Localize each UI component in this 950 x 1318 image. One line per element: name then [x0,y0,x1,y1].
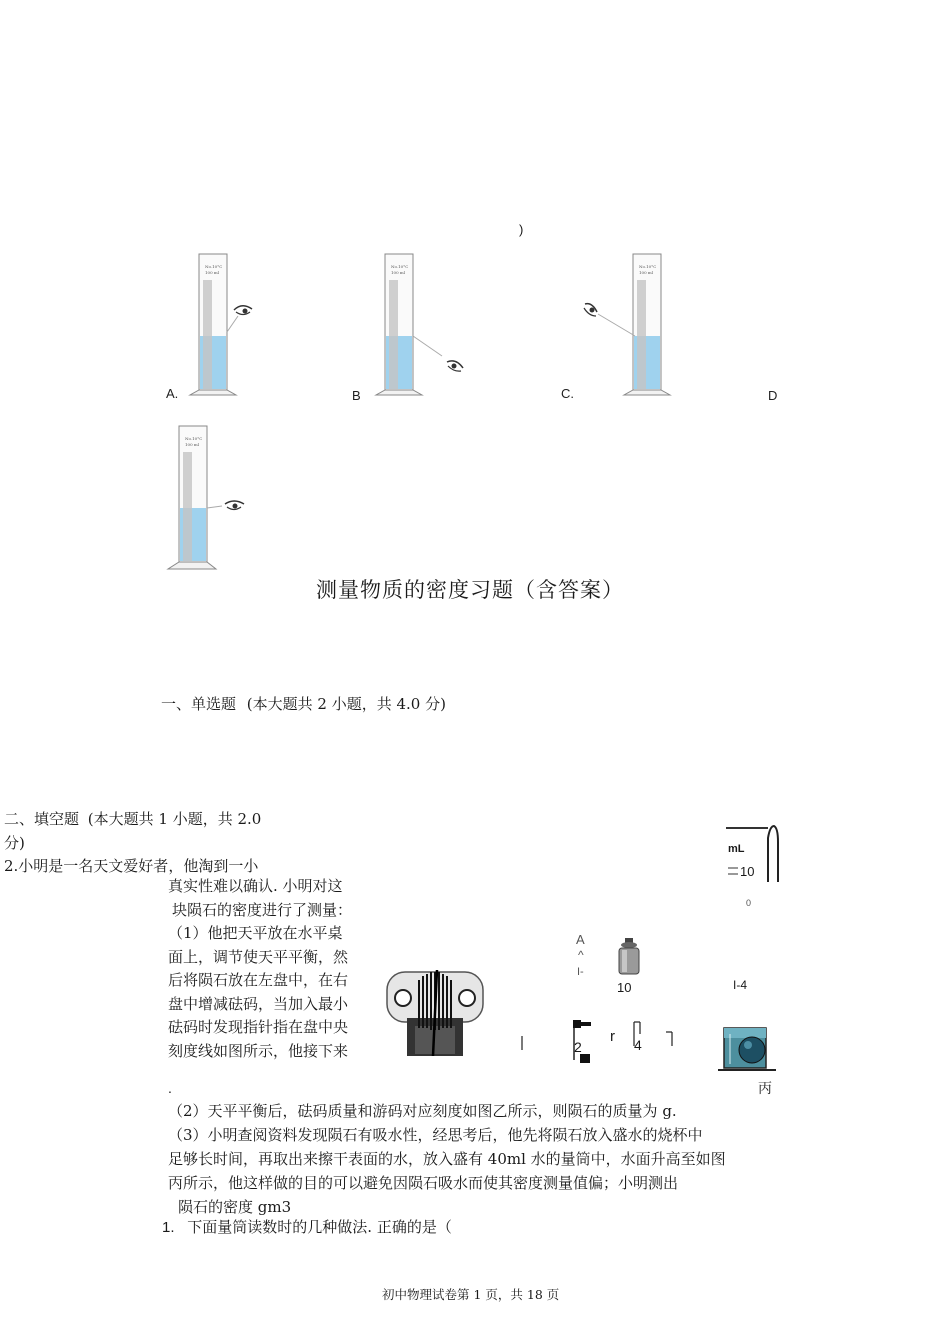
option-d-label: D [768,388,778,403]
svg-text:No.10°C: No.10°C [391,264,409,269]
figure-label-caret: ^ [578,948,584,962]
figure-caption-bing: 丙 [758,1081,772,1097]
cylinder-figure-b [372,250,442,400]
section1-header [161,693,446,714]
question2-line: 刻度线如图所示，他接下来 [168,1041,349,1060]
stray-mark: ) [519,222,524,237]
question1-number: 1. [162,1219,175,1236]
question2-part3-line2: 足够长时间，再取出来擦干表面的水，放入盛有 40ml 水的量筒中，水面升高至如图 [168,1150,726,1168]
svg-text:100 ml: 100 ml [205,270,219,275]
eye-icon [444,356,466,376]
rider-mark-r: r [610,1028,615,1045]
rider-mark-2: 2 [574,1039,582,1055]
eye-icon [580,298,640,338]
page-footer: 初中物理试卷第 1 页，共 18 页 [382,1287,560,1302]
balance-pointer-figure [385,968,485,1060]
cylinder-unit-label: mL [728,843,745,855]
svg-text:100 ml: 100 ml [639,270,653,275]
option-c-label: C. [561,386,574,401]
question2-line: 块陨石的密度进行了测量： [172,900,353,919]
figure-label-a: A [576,932,585,947]
svg-text:100 ml: 100 ml [391,270,405,275]
section1-prefix: 一、单选题 [161,695,237,713]
question2-line: 后将陨石放在左盘中，在右 [168,971,349,989]
section2-detail: (本大题共 1 小题，共 2.0 [87,810,262,828]
section1-detail: (本大题共 2 小题，共 4.0 分) [246,695,446,713]
section2-prefix: 二、填空题 [4,810,80,828]
eye-icon [230,300,260,322]
section2-header [4,808,261,829]
cylinder-small-mark: 0 [746,898,752,908]
question2-part2: （2）天平平衡后，砝码质量和游码对应刻度如图乙所示，则陨石的质量为 g. [168,1102,677,1120]
rider-scale-figure [516,1018,686,1070]
svg-text:No.10°C: No.10°C [205,264,223,269]
cylinder-value-label: 10 [740,864,755,879]
option-b-label: B [352,388,361,403]
beaker-with-rock-figure [716,1024,780,1076]
option-a-label: A. [166,386,179,401]
question2-line: （1）他把天平放在水平桌 [168,924,343,942]
question2-line: 真实性难以确认. 小明对这 [168,877,343,895]
question2-body [168,875,383,1060]
svg-text:100 ml: 100 ml [185,442,199,447]
cylinder-figure-a [186,250,256,400]
weight-icon [614,936,644,978]
question2-part3-line1: （3）小明查阅资料发现陨石有吸水性，经思考后，他先将陨石放入盛水的烧杯中 [168,1126,703,1144]
weight-mass-label: 10 [617,980,632,995]
page-title: 测量物质的密度习题（含答案） [316,578,624,602]
question2-part3-line3: 丙所示，他这样做的目的可以避免因陨石吸水而使其密度测量值偏；小明测出 [168,1174,679,1192]
question2-line: 面上，调节使天平平衡，然 [168,947,349,966]
question2-clipped-line: 2.小明是一名天文爱好者，他淘到一小 [4,857,259,875]
section2-detail-line2: 分) [4,834,25,852]
question2-line: 砝码时发现指针指在盘中央 [168,1018,349,1036]
eye-icon [222,496,248,516]
question1-stem [162,1216,452,1240]
figure-label-bar: I- [577,966,584,978]
svg-text:No.10°C: No.10°C [639,264,657,269]
svg-text:No.10°C: No.10°C [185,436,203,441]
question2-dot: . [168,1080,172,1096]
question2-part3-line4: 陨石的密度 gm3 [178,1198,292,1216]
rider-mark-4: 4 [634,1037,642,1053]
cylinder-side-label: I-4 [733,978,748,992]
question2-line: 盘中增减砝码，当加入最小 [168,994,349,1013]
question1-text: 下面量筒读数时的几种做法. 正确的是（ [187,1218,452,1236]
